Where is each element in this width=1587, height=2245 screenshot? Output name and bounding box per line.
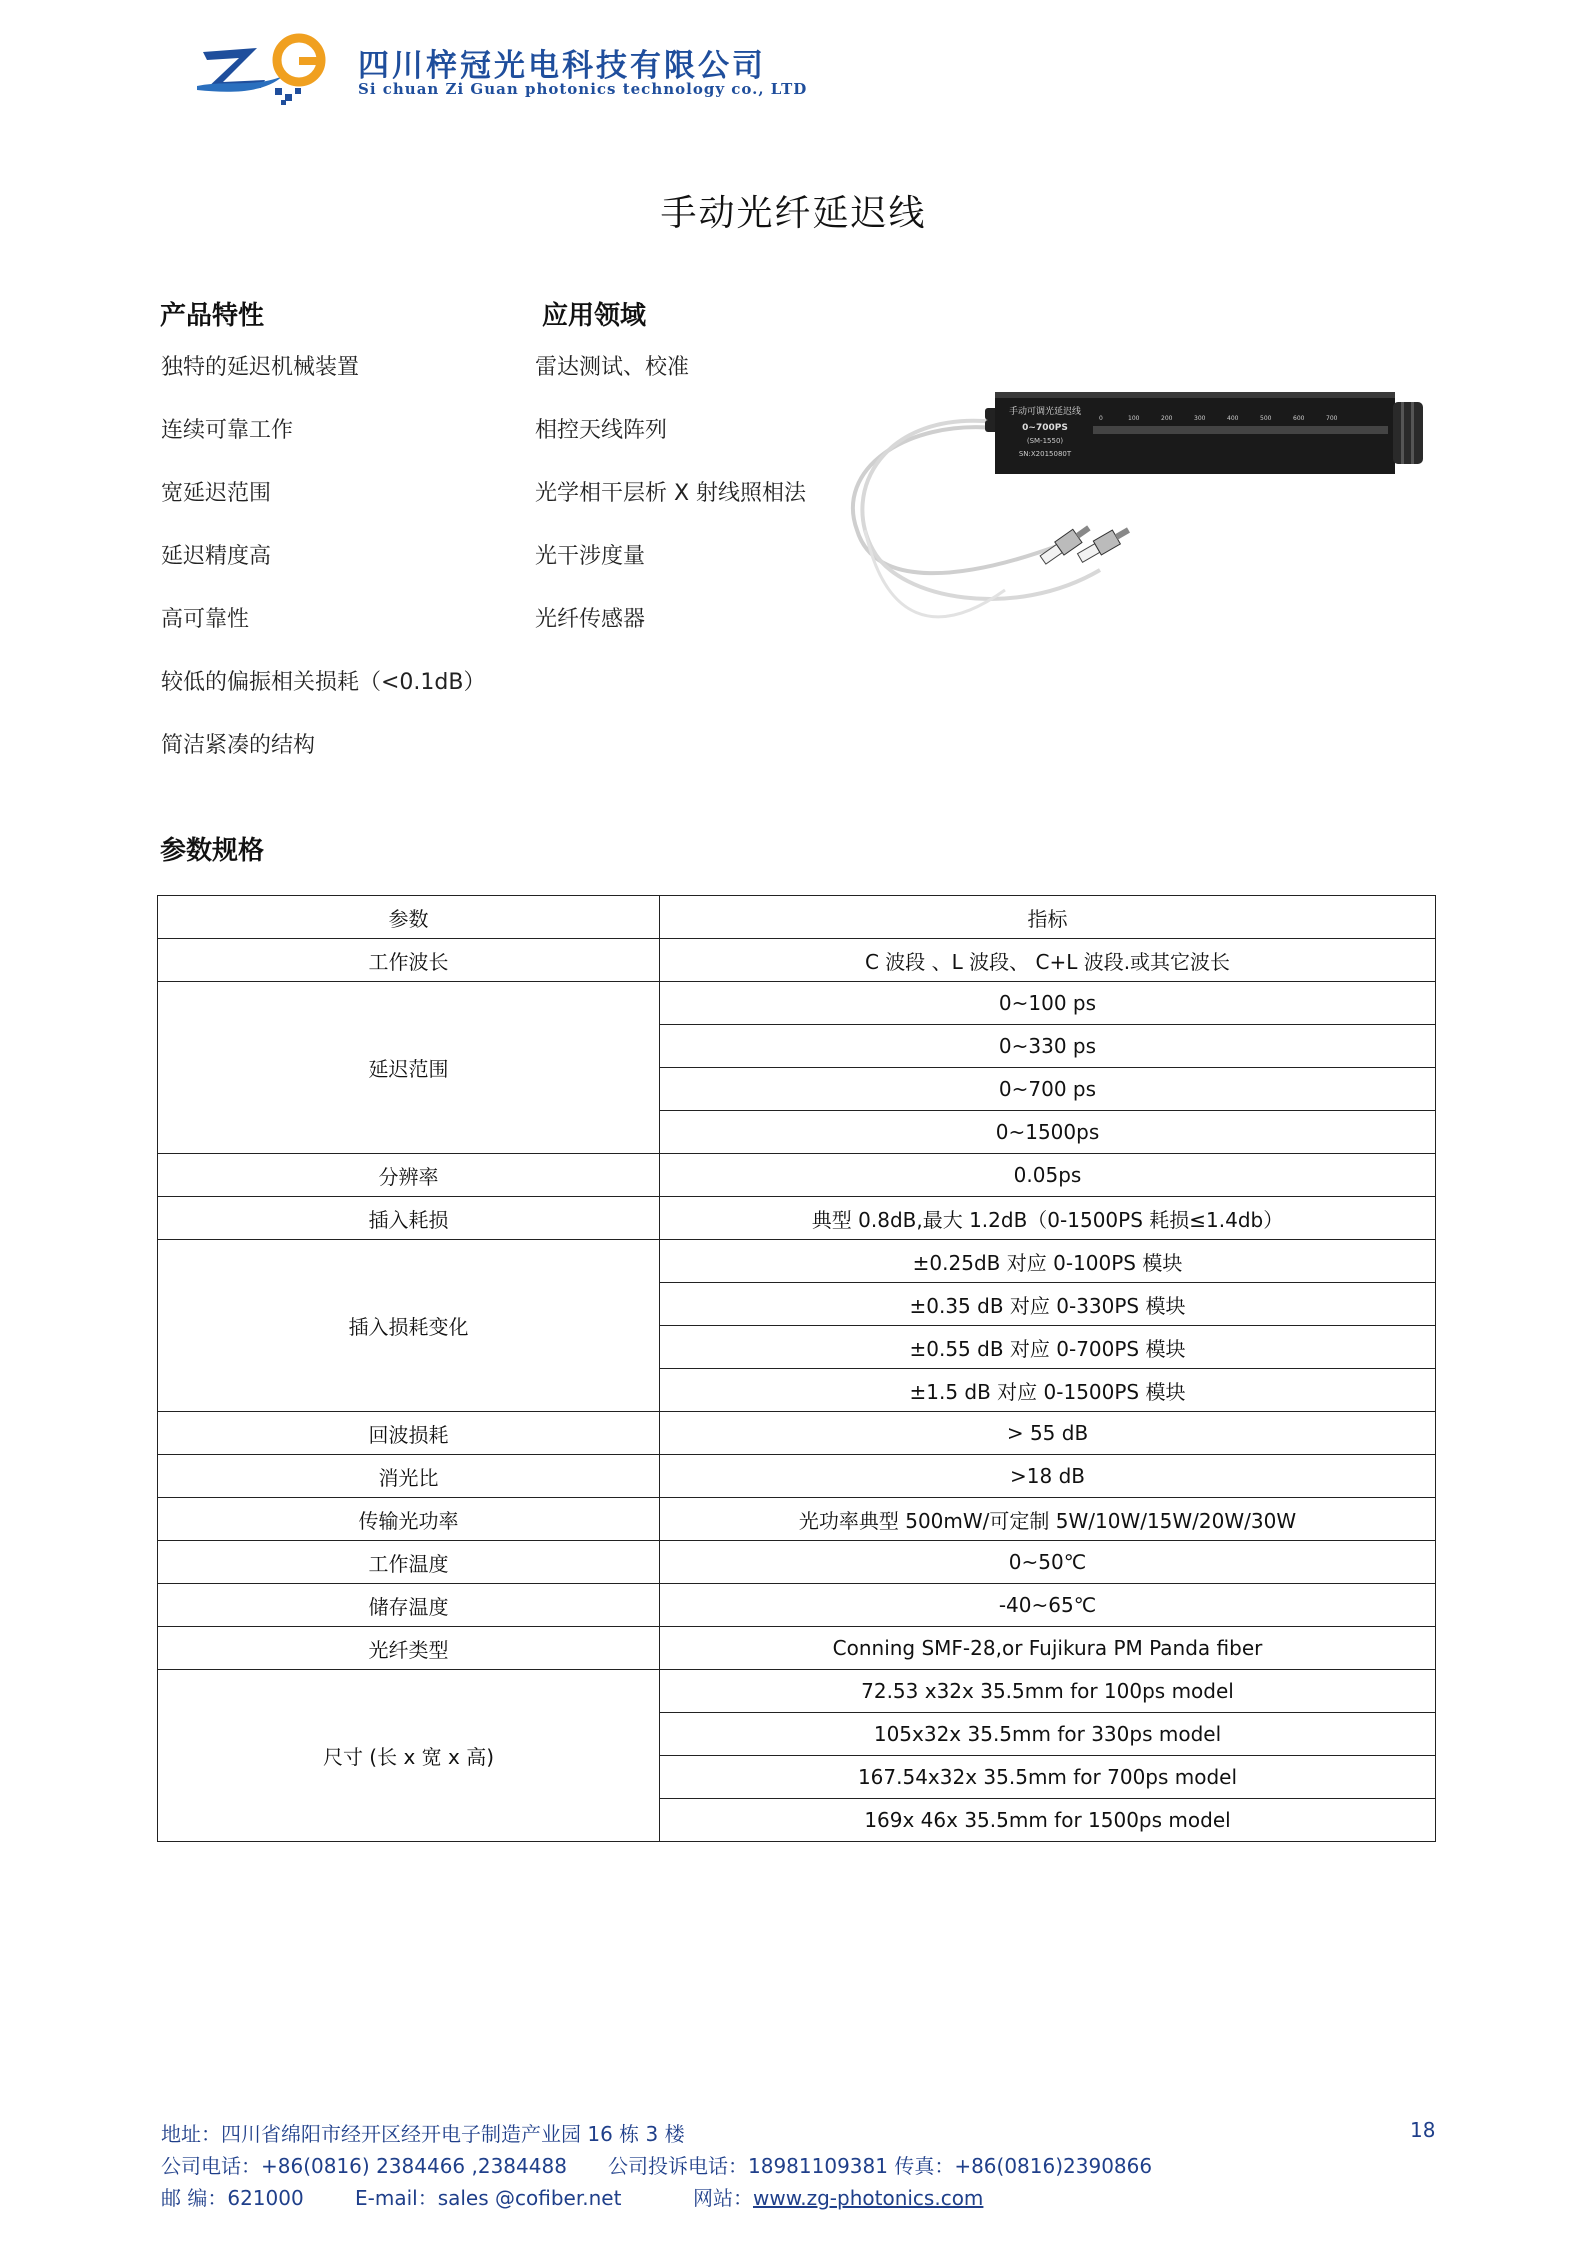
footer-email[interactable]: E-mail：sales @cofiber.net <box>355 2186 622 2210</box>
value-cell: 105x32x 35.5mm for 330ps model <box>660 1713 1436 1756</box>
device-label-text: (SM-1550) <box>1026 437 1064 445</box>
specs-heading: 参数规格 <box>160 836 265 866</box>
param-cell: 分辨率 <box>158 1154 660 1197</box>
param-cell: 光纤类型 <box>158 1627 660 1670</box>
value-cell: 0.05ps <box>660 1154 1436 1197</box>
table-row <box>158 1154 1436 1197</box>
scale-tick-label: 400 <box>1227 415 1239 422</box>
scale-tick-label: 600 <box>1293 415 1305 422</box>
company-name-cn: 四川梓冠光电科技有限公司 <box>358 48 766 84</box>
param-cell: 插入耗损 <box>158 1197 660 1240</box>
param-cell: 工作波长 <box>158 939 660 982</box>
param-cell: 尺寸 (长 x 宽 x 高) <box>158 1670 660 1842</box>
feature-item: 延迟精度高 <box>161 544 272 569</box>
company-logo <box>195 30 345 108</box>
footer-complaint-fax: 公司投诉电话：18981109381 传真：+86(0816)2390866 <box>608 2154 1153 2178</box>
page-number: 18 <box>1410 2118 1436 2142</box>
table-row <box>158 1455 1436 1498</box>
feature-item: 宽延迟范围 <box>161 481 272 506</box>
application-item: 相控天线阵列 <box>535 418 668 443</box>
company-name-en: Si chuan Zi Guan photonics technology co., LTD <box>358 80 808 98</box>
feature-item: 高可靠性 <box>161 607 250 632</box>
value-cell: 167.54x32x 35.5mm for 700ps model <box>660 1756 1436 1799</box>
value-cell: 典型 0.8dB,最大 1.2dB（0-1500PS 耗损≤1.4db） <box>660 1197 1436 1240</box>
value-cell: > 55 dB <box>660 1412 1436 1455</box>
table-row <box>158 1412 1436 1455</box>
table-row <box>158 1498 1436 1541</box>
applications-heading: 应用领域 <box>542 301 647 331</box>
value-cell: ±0.35 dB 对应 0-330PS 模块 <box>660 1283 1436 1326</box>
value-cell: 0~700 ps <box>660 1068 1436 1111</box>
table-header-row <box>158 896 1436 939</box>
param-cell: 消光比 <box>158 1455 660 1498</box>
value-cell: 169x 46x 35.5mm for 1500ps model <box>660 1799 1436 1842</box>
table-row <box>158 982 1436 1025</box>
value-cell: ±0.55 dB 对应 0-700PS 模块 <box>660 1326 1436 1369</box>
scale-tick-label: 200 <box>1161 415 1173 422</box>
scale-tick-label: 700 <box>1326 415 1338 422</box>
device-label-text: 手动可调光延迟线 <box>1008 407 1082 417</box>
table-header-cell: 参数 <box>158 896 660 939</box>
table-row <box>158 1670 1436 1713</box>
param-cell: 工作温度 <box>158 1541 660 1584</box>
table-row <box>158 1541 1436 1584</box>
value-cell: 0~330 ps <box>660 1025 1436 1068</box>
value-cell: -40~65℃ <box>660 1584 1436 1627</box>
table-header-cell: 指标 <box>660 896 1436 939</box>
param-cell: 储存温度 <box>158 1584 660 1627</box>
scale-tick-label: 100 <box>1128 415 1140 422</box>
application-item: 光学相干层析 X 射线照相法 <box>535 481 807 506</box>
value-cell: >18 dB <box>660 1455 1436 1498</box>
feature-item: 独特的延迟机械装置 <box>161 355 360 380</box>
value-cell: 0~1500ps <box>660 1111 1436 1154</box>
product-image <box>845 380 1425 680</box>
application-item: 光纤传感器 <box>535 607 646 632</box>
param-cell: 回波损耗 <box>158 1412 660 1455</box>
value-cell: C 波段 、L 波段、 C+L 波段.或其它波长 <box>660 939 1436 982</box>
application-item: 雷达测试、校准 <box>535 355 690 380</box>
spec-table <box>157 895 1436 1842</box>
param-cell: 延迟范围 <box>158 982 660 1154</box>
scale-tick-label: 300 <box>1194 415 1206 422</box>
param-cell: 传输光功率 <box>158 1498 660 1541</box>
feature-item: 简洁紧凑的结构 <box>161 733 316 758</box>
param-cell: 插入损耗变化 <box>158 1240 660 1412</box>
device-label-text: SN:X2015080T <box>1018 450 1072 458</box>
device-label-text: 0~700PS <box>1022 423 1068 433</box>
table-row <box>158 1197 1436 1240</box>
footer-website <box>693 2182 983 2211</box>
value-cell: 0~50℃ <box>660 1541 1436 1584</box>
table-row <box>158 939 1436 982</box>
document-title: 手动光纤延迟线 <box>660 193 927 234</box>
value-cell: 0~100 ps <box>660 982 1436 1025</box>
table-row <box>158 1240 1436 1283</box>
value-cell: ±1.5 dB 对应 0-1500PS 模块 <box>660 1369 1436 1412</box>
value-cell: ±0.25dB 对应 0-100PS 模块 <box>660 1240 1436 1283</box>
feature-item: 连续可靠工作 <box>161 418 294 443</box>
website-link[interactable]: www.zg-photonics.com <box>753 2186 984 2210</box>
application-item: 光干涉度量 <box>535 544 646 569</box>
value-cell: Conning SMF-28,or Fujikura PM Panda fiber <box>660 1627 1436 1670</box>
table-row <box>158 1584 1436 1627</box>
footer-address: 地址：四川省绵阳市经开区经开电子制造产业园 16 栋 3 楼 <box>161 2122 685 2146</box>
value-cell: 72.53 x32x 35.5mm for 100ps model <box>660 1670 1436 1713</box>
features-heading: 产品特性 <box>160 301 265 331</box>
table-row <box>158 1627 1436 1670</box>
scale-tick-label: 0 <box>1099 415 1103 422</box>
scale-tick-label: 500 <box>1260 415 1272 422</box>
footer-phone: 公司电话：+86(0816) 2384466 ,2384488 <box>161 2154 567 2178</box>
feature-item: 较低的偏振相关损耗（<0.1dB） <box>161 670 486 695</box>
website-label: 网站： <box>693 2186 753 2210</box>
value-cell: 光功率典型 500mW/可定制 5W/10W/15W/20W/30W <box>660 1498 1436 1541</box>
footer-postcode: 邮 编：621000 <box>161 2186 304 2210</box>
